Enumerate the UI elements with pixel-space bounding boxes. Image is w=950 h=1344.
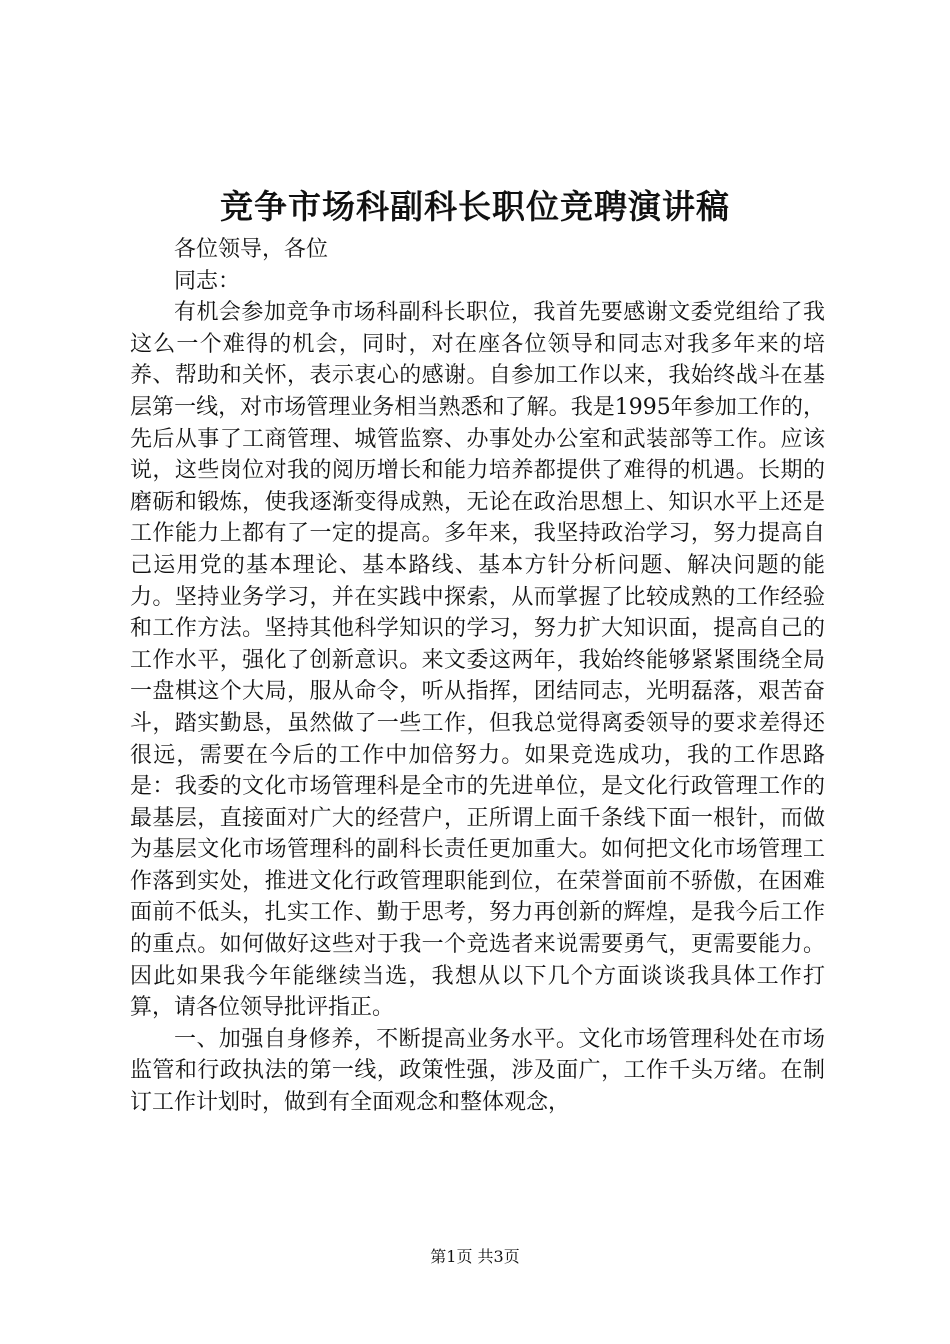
document-body [130, 234, 825, 1119]
page-number-footer: 第1页 共3页 [430, 1247, 520, 1266]
paragraph-1: 有机会参加竞争市场科副科长职位，我首先要感谢文委党组给了我这么一个难得的机会，同时，对在座各位领导和同志对我多年来的培养、帮助和关怀，表示衷心的感谢。自参加工作以来，我始终战斗在基层第一线，对市场管理业务相当熟悉和了解。我是1995年参加工作的，先后从事了工商管理、城管监察、办事处办公室和武装部等工作。应该说，这些岗位对我的阅历增长和能力培养都提供了难得的机遇。长期的磨砺和锻炼，使我逐渐变得成熟，无论在政治思想上、知识水平上还是工作能力上都有了一定的提高。多年来，我坚持政治学习，努力提高自己运用党的基本理论、基本路线、基本方针分析问题、解决问题的能力。坚持业务学习，并在实践中探索，从而掌握了比较成熟的工作经验和工作方法。坚持其他科学知识的学习，努力扩大知识面，提高自己的工作水平，强化了创新意识。来文委这两年，我始终能够紧紧围绕全局一盘棋这个大局，服从命令，听从指挥，团结同志，光明磊落，艰苦奋斗，踏实勤恳，虽然做了一些工作，但我总觉得离委领导的要求差得还很远，需要在今后的工作中加倍努力。如果竞选成功，我的工作思路是：我委的文化市场管理科是全市的先进单位，是文化行政管理工作的最基层，直接面对广大的经营户，正所谓上面千条线下面一根针，而做为基层文化市场管理科的副科长责任更加重大。如何把文化市场管理工作落到实处，推进文化行政管理职能到位，在荣誉面前不骄傲，在困难面前不低头，扎实工作、勤于思考，努力再创新的辉煌，是我今后工作的重点。如何做好这些对于我一个竞选者来说需要勇气，更需要能力。因此如果我今年能继续当选，我想从以下几个方面谈谈我具体工作打算，请各位领导批评指正。 [130, 300, 825, 1021]
document-title: 竞争市场科副科长职位竞聘演讲稿 [220, 187, 730, 226]
paragraph-2: 一、加强自身修养，不断提高业务水平。文化市场管理科处在市场监管和行政执法的第一线，政策性强，涉及面广，工作千头万绪。在制订工作计划时，做到有全面观念和整体观念， [130, 1026, 825, 1116]
greeting-line-1: 各位领导，各位 [174, 237, 329, 262]
greeting-line-2: 同志： [174, 268, 241, 294]
